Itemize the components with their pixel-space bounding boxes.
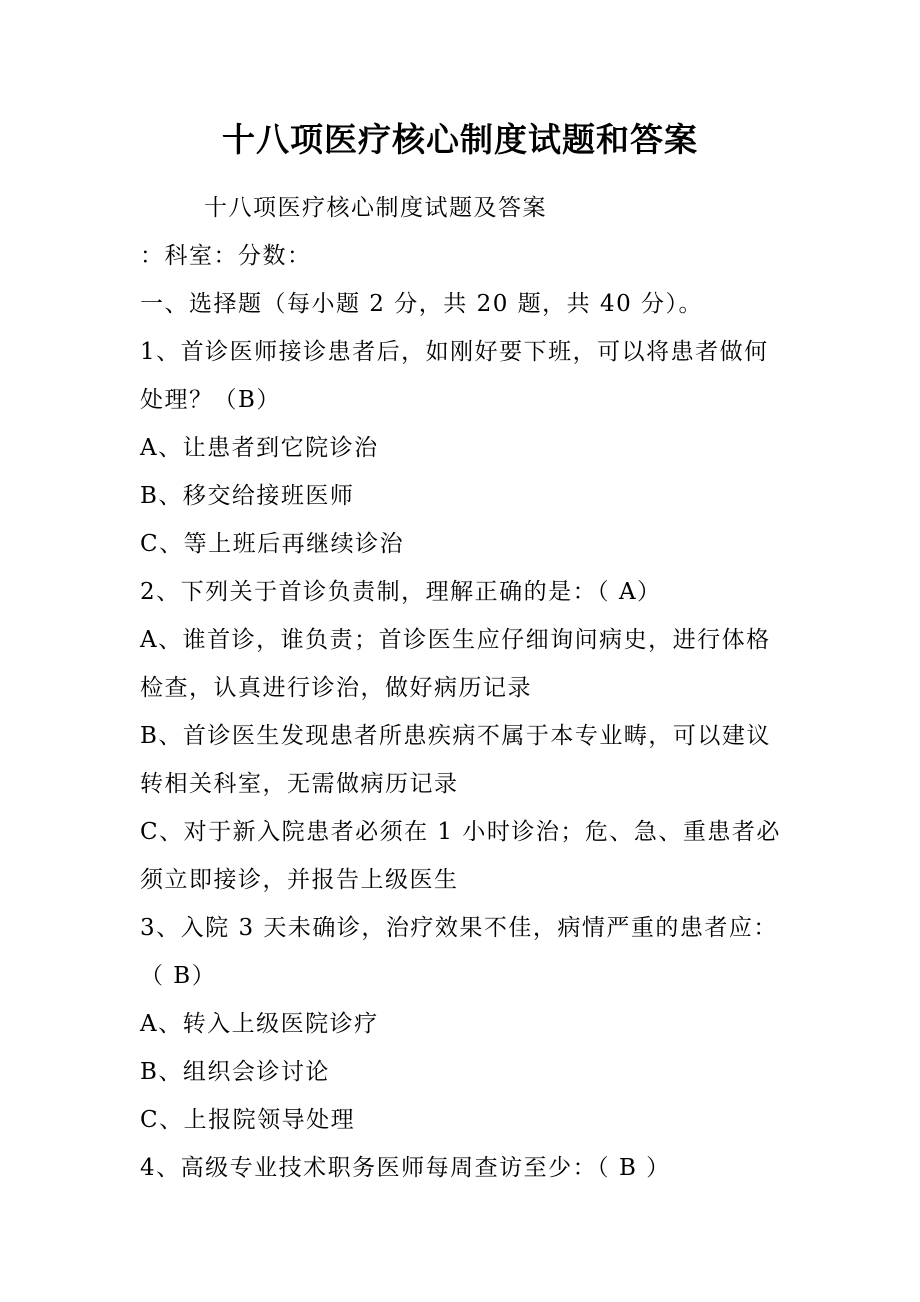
question-3-option-b: B、组织会诊讨论	[140, 1059, 330, 1085]
document-subtitle: 十八项医疗核心制度试题及答案	[204, 195, 547, 221]
section-heading: 一、选择题（每小题 2 分，共 20 题，共 40 分）。	[140, 291, 704, 317]
question-3-option-a: A、转入上级医院诊疗	[140, 1011, 379, 1037]
document-title: 十八项医疗核心制度试题和答案	[222, 120, 698, 159]
question-1-stem: 1、首诊医师接诊患者后，如刚好要下班，可以将患者做何处理？（B）	[140, 339, 769, 413]
question-1-option-b: B、移交给接班医师	[140, 483, 355, 509]
info-line: ：科室：分数：	[140, 243, 312, 269]
question-2-option-c: C、对于新入院患者必须在 1 小时诊治；危、急、重患者必须立即接诊，并报告上级医生	[140, 819, 781, 893]
question-1-option-c: C、等上班后再继续诊治	[140, 531, 405, 557]
question-2-option-b: B、首诊医生发现患者所患疾病不属于本专业畴，可以建议转相关科室，无需做病历记录	[140, 723, 771, 797]
question-2-option-a: A、谁首诊，谁负责；首诊医生应仔细询问病史，进行体格检查，认真进行诊治，做好病历记录	[140, 627, 771, 701]
question-3-option-c: C、上报院领导处理	[140, 1107, 356, 1133]
question-4-stem: 4、高级专业技术职务医师每周查访至少：（ B ）	[140, 1155, 671, 1181]
question-2-stem: 2、下列关于首诊负责制，理解正确的是：（ A）	[140, 579, 662, 605]
document-body	[140, 184, 785, 1192]
question-1-option-a: A、让患者到它院诊治	[140, 435, 379, 461]
question-3-stem: 3、入院 3 天未确诊，治疗效果不佳，病情严重的患者应：（ B）	[140, 915, 778, 989]
